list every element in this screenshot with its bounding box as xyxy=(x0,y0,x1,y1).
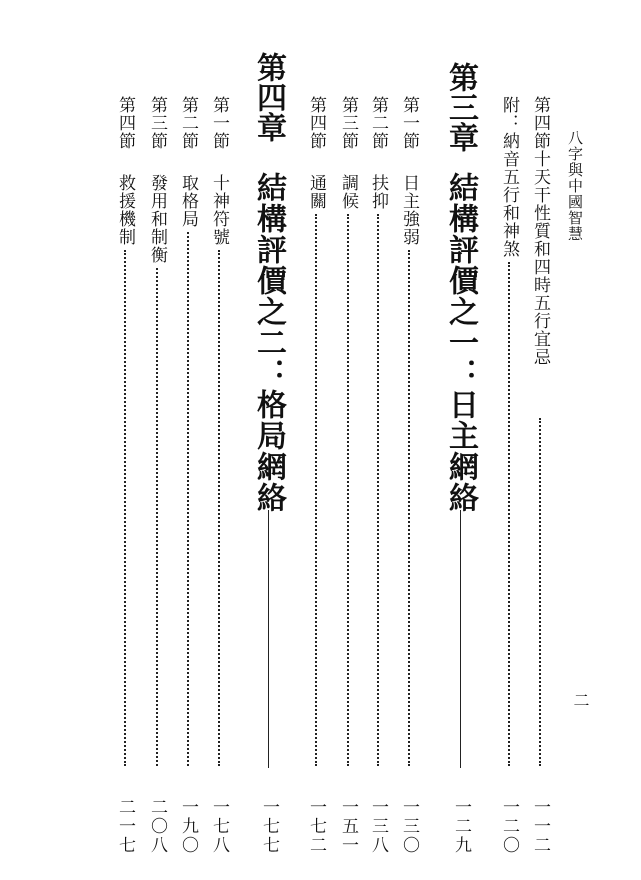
chapter-page: 一二九 xyxy=(451,798,471,855)
chapter-title: 結構評價之二：格局網絡 xyxy=(251,172,286,513)
leader-dots xyxy=(539,418,541,766)
leader-dots xyxy=(377,214,379,766)
leader-dots xyxy=(218,250,220,766)
leader-dots xyxy=(156,268,158,766)
chapter-label: 第四章 xyxy=(251,52,286,142)
leader-dots xyxy=(315,214,317,766)
toc-entry-title: 十神符號 xyxy=(209,174,229,246)
toc-entry-page: 二〇八 xyxy=(147,798,167,855)
chapter-title: 結構評價之一：日主網絡 xyxy=(443,172,478,513)
leader-dots xyxy=(187,232,189,766)
toc-entry-page: 一一二 xyxy=(530,798,550,855)
toc-entry-title: 取格局 xyxy=(178,174,198,228)
toc-entry-label: 第一節 xyxy=(209,96,229,150)
folio-page-number: 二 xyxy=(571,692,590,708)
toc-entry-page: 一七二 xyxy=(306,798,326,855)
toc-entry-page: 一七八 xyxy=(209,798,229,855)
toc-entry-page: 一二〇 xyxy=(499,798,519,855)
toc-entry-page: 一五一 xyxy=(338,798,358,855)
toc-entry-title: 納音五行和神煞 xyxy=(499,132,519,258)
toc-entry-title: 調候 xyxy=(338,174,358,210)
toc-entry-title: 通關 xyxy=(306,174,326,210)
toc-entry-page: 二一七 xyxy=(115,798,135,855)
toc-entry-label: 附： xyxy=(499,96,519,132)
leader-dots xyxy=(408,250,410,766)
toc-entry-label: 第二節 xyxy=(178,96,198,150)
toc-entry-title: 十天干性質和四時五行宜忌 xyxy=(530,150,550,366)
toc-entry-page: 一九〇 xyxy=(178,798,198,855)
toc-entry-label: 第一節 xyxy=(399,96,419,150)
toc-entry-label: 第三節 xyxy=(147,96,167,150)
toc-entry-page: 一三〇 xyxy=(399,798,419,855)
toc-entry-title: 救援機制 xyxy=(115,174,135,246)
chapter-page: 一七七 xyxy=(259,798,279,855)
toc-entry-label: 第四節 xyxy=(115,96,135,150)
running-head: 八字與中國智慧 xyxy=(566,130,584,242)
chapter-label: 第三章 xyxy=(443,62,478,152)
leader-dots xyxy=(508,262,510,766)
toc-entry-page: 一三八 xyxy=(368,798,388,855)
toc-entry-title: 發用和制衡 xyxy=(147,174,167,264)
toc-entry-label: 第四節 xyxy=(306,96,326,150)
chapter-rule xyxy=(268,510,269,768)
toc-entry-label: 第四節 xyxy=(530,96,550,150)
toc-entry-title: 扶抑 xyxy=(368,174,388,210)
chapter-rule xyxy=(460,510,461,768)
leader-dots xyxy=(124,250,126,766)
toc-entry-label: 第二節 xyxy=(368,96,388,150)
toc-entry-title: 日主強弱 xyxy=(399,174,419,246)
leader-dots xyxy=(347,214,349,766)
toc-entry-label: 第三節 xyxy=(338,96,358,150)
